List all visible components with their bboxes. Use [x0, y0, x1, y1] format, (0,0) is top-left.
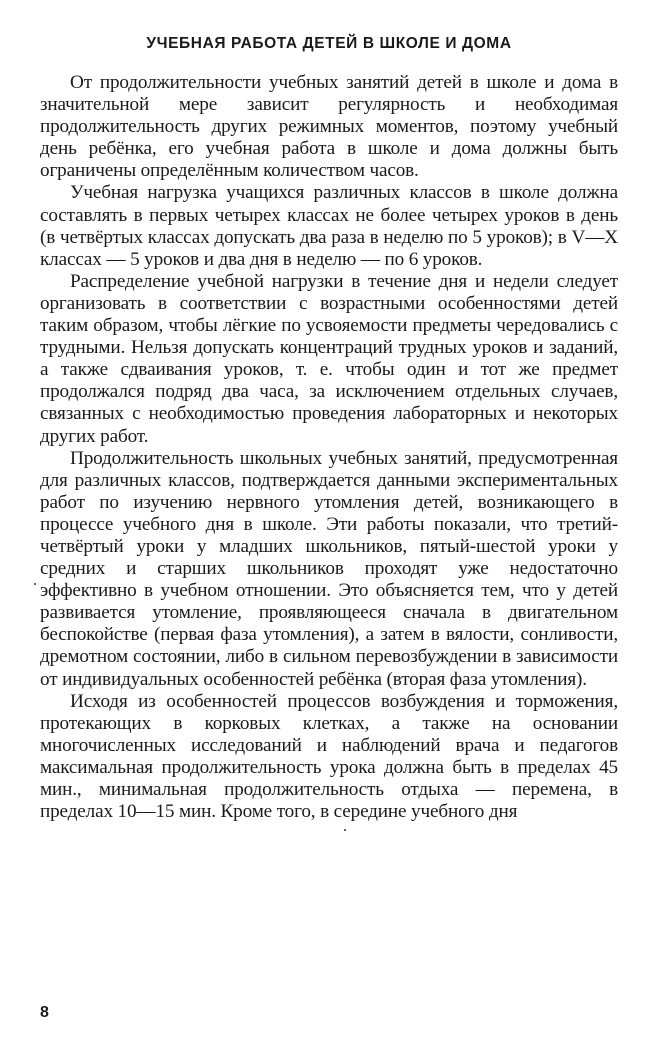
scan-speck	[344, 829, 346, 831]
paragraph-1: От продолжительности учебных занятий детей в школе и дома в значительной мере зависит регулярность и необходимая продолжительность других режимных моментов, поэтому учебный день ребёнка, его учебная работа в школе и дома должны быть ограничены определённым количеством часов.	[40, 72, 618, 182]
scan-speck	[34, 583, 36, 585]
page-number: 8	[40, 1004, 49, 1021]
paragraph-5: Исходя из особенностей процессов возбуждения и торможения, протекающих в корковых клетках, а также на основании многочисленных исследований и наблюдений врача и педагогов максимальная продолжительность урока должна быть в пределах 45 мин., минимальная продолжительность отдыха — перемена, в пределах 10—15 мин. Кроме того, в середине учебного дня	[40, 690, 618, 823]
paragraph-2: Учебная нагрузка учащихся различных классов в школе должна составлять в первых четырех классах не более четырех уроков в день (в четвёртых классах допускать два раза в неделю по 5 уроков); в V—X классах — 5 уроков и два дня в неделю — по 6 уроков.	[40, 182, 618, 270]
body-text	[40, 72, 618, 823]
running-head: УЧЕБНАЯ РАБОТА ДЕТЕЙ В ШКОЛЕ И ДОМА	[146, 35, 512, 52]
paragraph-4: Продолжительность школьных учебных занятий, предусмотренная для различных классов, подтверждается данными экспериментальных работ по изучению нервного утомления детей, возникающего в процессе учебного дня в школе. Эти работы показали, что третий-четвёртый уроки у младших школьников, пятый-шестой уроки у средних и старших школьников проходят уже недостаточно эффективно в учебном отношении. Это объясняется тем, что у детей развивается утомление, проявляющееся сначала в двигательном беспокойстве (первая фаза утомления), а затем в вялости, сонливости, дремотном состоянии, либо в сильном перевозбуждении в зависимости от индивидуальных особенностей ребёнка (вторая фаза утомления).	[40, 447, 618, 690]
book-page	[40, 34, 618, 823]
paragraph-3: Распределение учебной нагрузки в течение дня и недели следует организовать в соответствии с возрастными особенностями детей таким образом, чтобы лёгкие по усвояемости предметы чередовались с трудными. Нельзя допускать концентраций трудных уроков и заданий, а также сдваивания уроков, т. е. чтобы один и тот же предмет продолжался подряд два часа, за исключением отдельных случаев, связанных с необходимостью проведения лабораторных и некоторых других работ.	[40, 270, 618, 447]
